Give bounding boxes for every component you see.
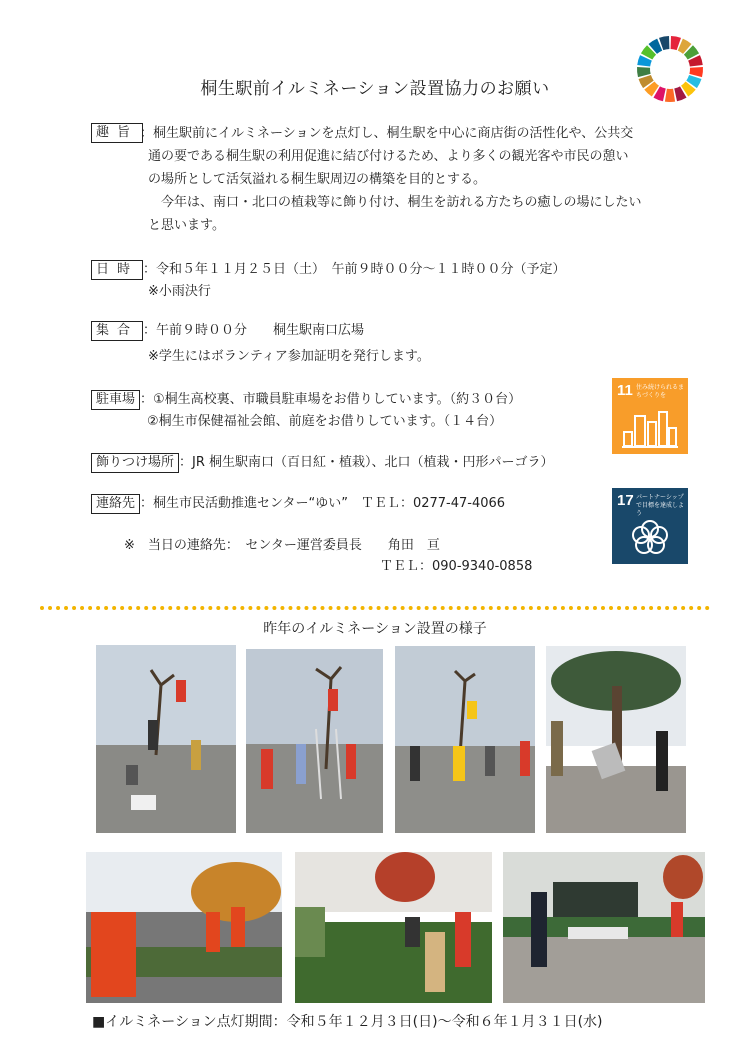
- photo-6: [295, 852, 492, 1003]
- datetime-label: 日時: [91, 260, 143, 280]
- purpose-section: [91, 122, 143, 144]
- datetime-section: [91, 259, 566, 281]
- contact-text: ：桐生市民活動推進センター“ゆい” ＴＥＬ：0277-47-4066: [140, 496, 506, 511]
- partnership-flower-icon: [630, 518, 670, 558]
- contact-section: [91, 493, 505, 515]
- decoration-text: ：JR 桐生駅南口（百日紅・植栽）、北口（植栽・円形パーゴラ）: [179, 455, 554, 470]
- sdg11-icon: [612, 378, 688, 454]
- city-buildings-icon: [622, 410, 678, 448]
- parking-line1: ：①桐生高校裏、市職員駐車場をお借りしています。（約３０台）: [140, 392, 522, 407]
- parking-section: [91, 389, 521, 411]
- sdg11-text: 住み続けられるまちづくりを: [636, 384, 685, 399]
- sdg17-icon: [612, 488, 688, 564]
- sdg17-number: 17: [617, 492, 634, 509]
- photo-5: [86, 852, 282, 1003]
- photo-2: [246, 649, 383, 833]
- photo-7: [503, 852, 705, 1003]
- purpose-line: の場所として活気溢れる桐生駅周辺の構築を目的とする。: [148, 172, 487, 187]
- decoration-section: [91, 452, 554, 474]
- gathering-note: ※学生にはボランティア参加証明を発行します。: [148, 349, 430, 364]
- purpose-line: 今年は、南口・北口の植栽等に飾り付け、桐生を訪れる方たちの癒しの場にしたい: [148, 195, 642, 210]
- gathering-text: ：午前９時００分 桐生駅南口広場: [143, 323, 365, 338]
- dotted-divider: [40, 606, 710, 610]
- sdg-wheel-segment: [665, 89, 675, 102]
- photos-title: 昨年のイルミネーション設置の様子: [263, 621, 487, 637]
- sdg17-text: パートナーシップで目標を達成しよう: [636, 494, 685, 517]
- photo-4: [546, 646, 686, 833]
- parking-line2: ②桐生市保健福祉会館、前庭をお借りしています。（１４台）: [147, 414, 503, 429]
- purpose-line: 通の要である桐生駅の利用促進に結び付けるため、より多くの観光客や市民の憩い: [148, 149, 629, 164]
- illumination-period: ■イルミネーション点灯期間：令和５年１２月３日(日)～令和６年１月３１日(水): [92, 1014, 603, 1030]
- datetime-text: ：令和５年１１月２５日（土） 午前９時００分～１１時００分（予定）: [143, 262, 566, 277]
- sdg-wheel-segment: [689, 67, 703, 77]
- purpose-line: と思います。: [148, 218, 225, 233]
- sdg11-number: 11: [617, 382, 633, 399]
- contact-label: 連絡先: [91, 494, 140, 514]
- day-tel: ＴＥＬ：090-9340-0858: [380, 559, 533, 574]
- photo-3: [395, 646, 535, 833]
- gathering-label: 集合: [91, 321, 143, 341]
- photo-1: [96, 645, 236, 833]
- parking-label: 駐車場: [91, 390, 140, 410]
- day-contact: ※ 当日の連絡先： センター運営委員長 角田 亘: [124, 538, 440, 553]
- sdg-wheel-segment: [637, 67, 651, 77]
- purpose-text: [140, 122, 662, 237]
- sdg-wheel-logo: [636, 35, 704, 103]
- datetime-note: ※小雨決行: [148, 284, 211, 299]
- purpose-line: ：桐生駅前にイルミネーションを点灯し、桐生駅を中心に商店街の活性化や、公共交: [140, 126, 634, 141]
- gathering-section: [91, 320, 364, 342]
- decoration-label: 飾りつけ場所: [91, 453, 179, 473]
- page-title: 桐生駅前イルミネーション設置協力のお願い: [200, 79, 550, 99]
- purpose-label: 趣旨: [91, 123, 143, 143]
